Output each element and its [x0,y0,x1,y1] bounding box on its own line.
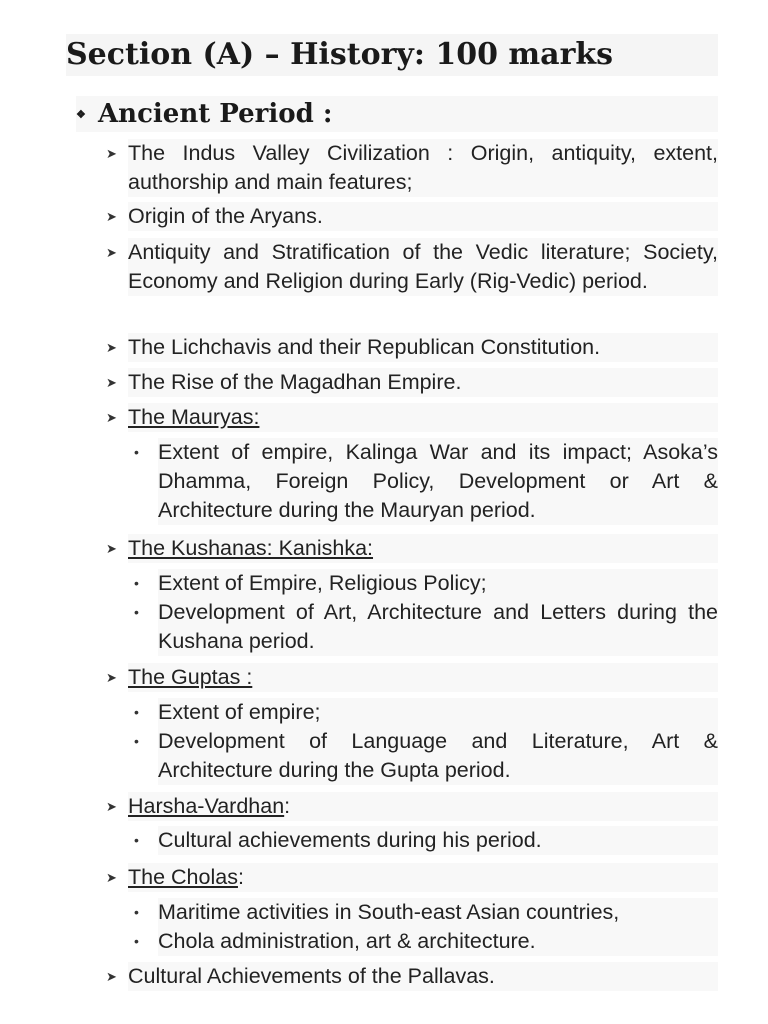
arrow-bullet-icon: ➤ [106,146,117,161]
sub-item-text: Development of Art, Architecture and Letters during the Kushana period. [158,600,718,653]
dot-bullet-icon: • [134,733,139,749]
item-heading: The Guptas : [128,665,253,689]
arrow-bullet-icon: ➤ [106,670,117,685]
item-text: : Origin, antiquity, extent, authorship and main features; [128,141,718,194]
list-item-mauryas [106,403,718,432]
sub-item-text: Extent of Empire, Religious Policy; [158,571,487,595]
dot-bullet-icon: • [134,444,139,460]
list-item [106,238,718,296]
item-heading: The Cholas [128,865,238,889]
sub-item-text: Cultural achievements during his period. [158,828,542,852]
sub-item [134,727,718,785]
sub-item-text: Chola administration, art & architecture. [158,929,536,953]
sub-item [134,569,718,598]
list-item [106,202,718,231]
list-item-guptas [106,663,718,692]
arrow-bullet-icon: ➤ [106,870,117,885]
list-item [106,139,718,197]
sub-item [134,438,718,525]
arrow-bullet-icon: ➤ [106,799,117,814]
item-bold: The Indus Valley Civilization [128,141,430,165]
item-text: The Rise of the Magadhan Empire. [128,370,462,394]
item-bold-tail: Pallavas. [407,964,495,988]
sub-item [134,898,718,927]
diamond-bullet-icon: ❖ [76,108,86,121]
item-heading: The Mauryas: [128,405,260,429]
sub-item-text: Extent of empire; [158,700,321,724]
arrow-bullet-icon: ➤ [106,969,117,984]
item-text: The Lichchavis and their Republican Constitution. [128,335,601,359]
period-heading [76,96,718,132]
item-text: Cultural Achievements of the [128,964,408,988]
list-item [106,962,718,991]
sub-item [134,698,718,727]
period-title: Ancient Period : [98,99,333,129]
dot-bullet-icon: • [134,704,139,720]
arrow-bullet-icon: ➤ [106,340,117,355]
sub-item [134,927,718,956]
dot-bullet-icon: • [134,604,139,620]
sub-item-text: Extent of empire, Kalinga War and its impact; Asoka’s Dhamma, Foreign Policy, Development or Art & Architecture during the Mauryan period. [158,440,718,522]
list-item-harsha [106,792,718,821]
sub-item-text: Maritime activities in South-east Asian countries, [158,900,620,924]
item-heading: The Kushanas: Kanishka: [128,536,374,560]
item-text: Origin of the Aryans. [128,204,323,228]
arrow-bullet-icon: ➤ [106,375,117,390]
arrow-bullet-icon: ➤ [106,209,117,224]
arrow-bullet-icon: ➤ [106,410,117,425]
list-item-cholas [106,863,718,892]
item-suffix: : [284,794,291,818]
sub-item [134,826,718,855]
item-suffix: : [237,865,244,889]
dot-bullet-icon: • [134,575,139,591]
section-title: Section (A) – History: 100 marks [66,34,718,76]
list-item [106,333,718,362]
sub-item [134,598,718,656]
item-text: Antiquity and Stratification of the Vedic literature; Society, Economy and Religion during Early (Rig-Vedic) period. [128,240,718,293]
dot-bullet-icon: • [134,933,139,949]
arrow-bullet-icon: ➤ [106,245,117,260]
arrow-bullet-icon: ➤ [106,541,117,556]
list-item [106,368,718,397]
item-heading: Harsha-Vardhan [128,794,285,818]
dot-bullet-icon: • [134,904,139,920]
dot-bullet-icon: • [134,832,139,848]
list-item-kushanas [106,534,718,563]
sub-item-text: Development of Language and Literature, Art & Architecture during the Gupta period. [158,729,718,782]
